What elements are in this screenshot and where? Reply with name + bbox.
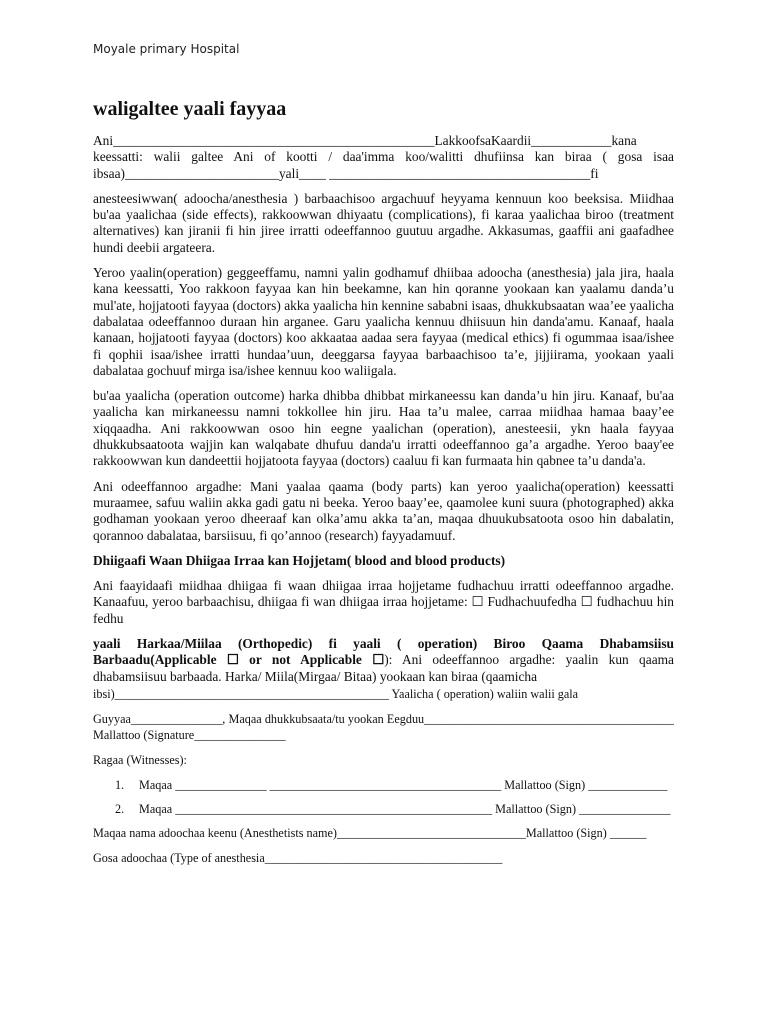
document-body [93,133,674,875]
orthopedic-heading: yaali Harkaa/Miilaa (Orthopedic) fi yaali ( operation) Biroo Qaama Dhabamsiisu Barbaadu(Applicable ☐ or not Applicable ☐ [93,636,674,668]
body-parts-paragraph: Ani odeeffannoo argadhe: Mani yaalaa qaama (body parts) kan yeroo yaalicha(operation) keessatti muraamee, safuu waliin akka gadi gatu ni beeka. Yeroo baay’ee, qaamolee kuni suura (photographed) akka godhaman yookaan yeroo dheeraaf kan olka’amu akka ta’an, maqaa dhuukubsatoota osoo hin dabalatin, qorannoo dabalataa, barsiisuu, fi qo’annoo (research) fayyadamuuf. [93,478,674,543]
orthopedic-text: ): Ani odeeffannoo argadhe: yaalin kun qaama dhabamsiisuu barbaada. Harka/ Miila(Mirgaa/ Bitaa) yookaan kan biraa (qaamicha [93,652,674,684]
orthopedic-description-line: ibsi)_____________________________________________ Yaalicha ( operation) waliin walii gala [93,686,579,701]
anesthesia-consent-paragraph: anesteesiwwan( adoocha/anesthesia ) barbaachisoo argachuuf heyyama kennuun koo beeksisa. Miidhaa bu'aa yaalichaa (side effects), rakkoowwan dhiyaatu (complications), fi karaa yaalichaa biroo (treatment alternatives) kan jiranii fi hin jiree irratti odeeffannoo guutuu argadhe. Akkasumas, gaaffii ani gaafadhee hundi deebii argateera. [93,190,674,255]
witness-item: 2. Maqaa ____________________________________________________ Mallattoo (Sign) _______________ [115,801,671,816]
witnesses-label: Ragaa (Witnesses): [93,752,187,767]
consent-intro-paragraph: Ani________________________________________________LakkoofsaKaardii____________kana keessatti: walii galtee Ani of kootti / daa'imma koo/walitti dhufiinsa kan biraa ( gosa isaa ibsaa)_______________________yali____ _______________________________________fi [93,133,674,181]
operation-conditions-paragraph: Yeroo yaalin(operation) geggeeffamu, namni yalin godhamuf dhiibaa adoocha (anesthesia) jala jira, haala kana keessatti, Yoo rakkoon fayyaa kan hin beekamne, kan hin qoranne yookaan kan yaalamu danda’u mul'ate, hojjatooti fayyaa (doctors) akka yaalicha hin kennine sababni isaas, dhukkubsaatan waa’ee yaalicha dabalataa odeeffannoo duraan hin arganee. Garu yaalicha kennuu dhiisuun hin danda'amu. Kanaaf, haala kanaan, hojjatooti fayyaa (doctors) koo akkaataa aadaa sera fayyaa (medical ethics) fi ogummaa isaa/ishee fi qophii isaa/ishee irratti hundaa’uun, deeggarsa fayyaa barbaachisoo ta’e, jijjiirama, yookaan yaali dabalataa gochuuf mirga isa/ishee kennuu koo waliigala. [93,265,674,378]
orthopedic-paragraph [93,636,674,685]
hospital-header: Moyale primary Hospital [93,42,240,56]
document-title: waligaltee yaali fayyaa [93,98,287,120]
blood-products-heading: Dhiigaafi Waan Dhiigaa Irraa kan Hojjetam( blood and blood products) [93,552,506,568]
anesthetist-line: Maqaa nama adoochaa keenu (Anesthetists name)_______________________________Mallattoo (Sign) ______ [93,825,647,840]
blood-products-paragraph: Ani faayidaafi miidhaa dhiigaa fi waan dhiigaa irraa hojjetame fudhachuu irratti odeeffannoo argadhe. Kanaafuu, yeroo barbaachisu, dhiigaa fi wan dhiigaa irraa hojjetame: ☐ Fudhachuufedha ☐ fudhachuu hin fedhu [93,578,674,626]
witness-list [93,777,674,818]
witness-item: 1. Maqaa _______________ ______________________________________ Mallattoo (Sign) _____________ [115,777,668,792]
operation-outcome-paragraph: bu'aa yaalicha (operation outcome) harka dhibba dhibbat mirkaneessu kan danda’u hin jiru. Kanaaf, bu'aa yaalicha kan mirkaneessu namni tokkollee hin jiru. Haa ta’u malee, carraa miidhaa hamaa baay’ee xiqqaadha. Ani rakkoowwan osoo hin eegne yaalichan (operation), anesteesii, ykn haala fayyaa dhukkubsaatoota wajjin kan walqabate dhufuu danda'u irratti odeeffannoo ga’a argadhe. Yeroo baay'ee rakkoowwan kun dandeettii hojjatoota fayyaa (doctors) caaluu fi kan furmaata hin qabnee ta’u danda'a. [93,388,674,469]
patient-signature-line: Guyyaa_______________, Maqaa dhukkubsaata/tu yookan Eegduu_________________________________________ Mallattoo (Signature_______________ [93,711,674,742]
anesthesia-type-line: Gosa adoochaa (Type of anesthesia_______________________________________ [93,850,503,865]
